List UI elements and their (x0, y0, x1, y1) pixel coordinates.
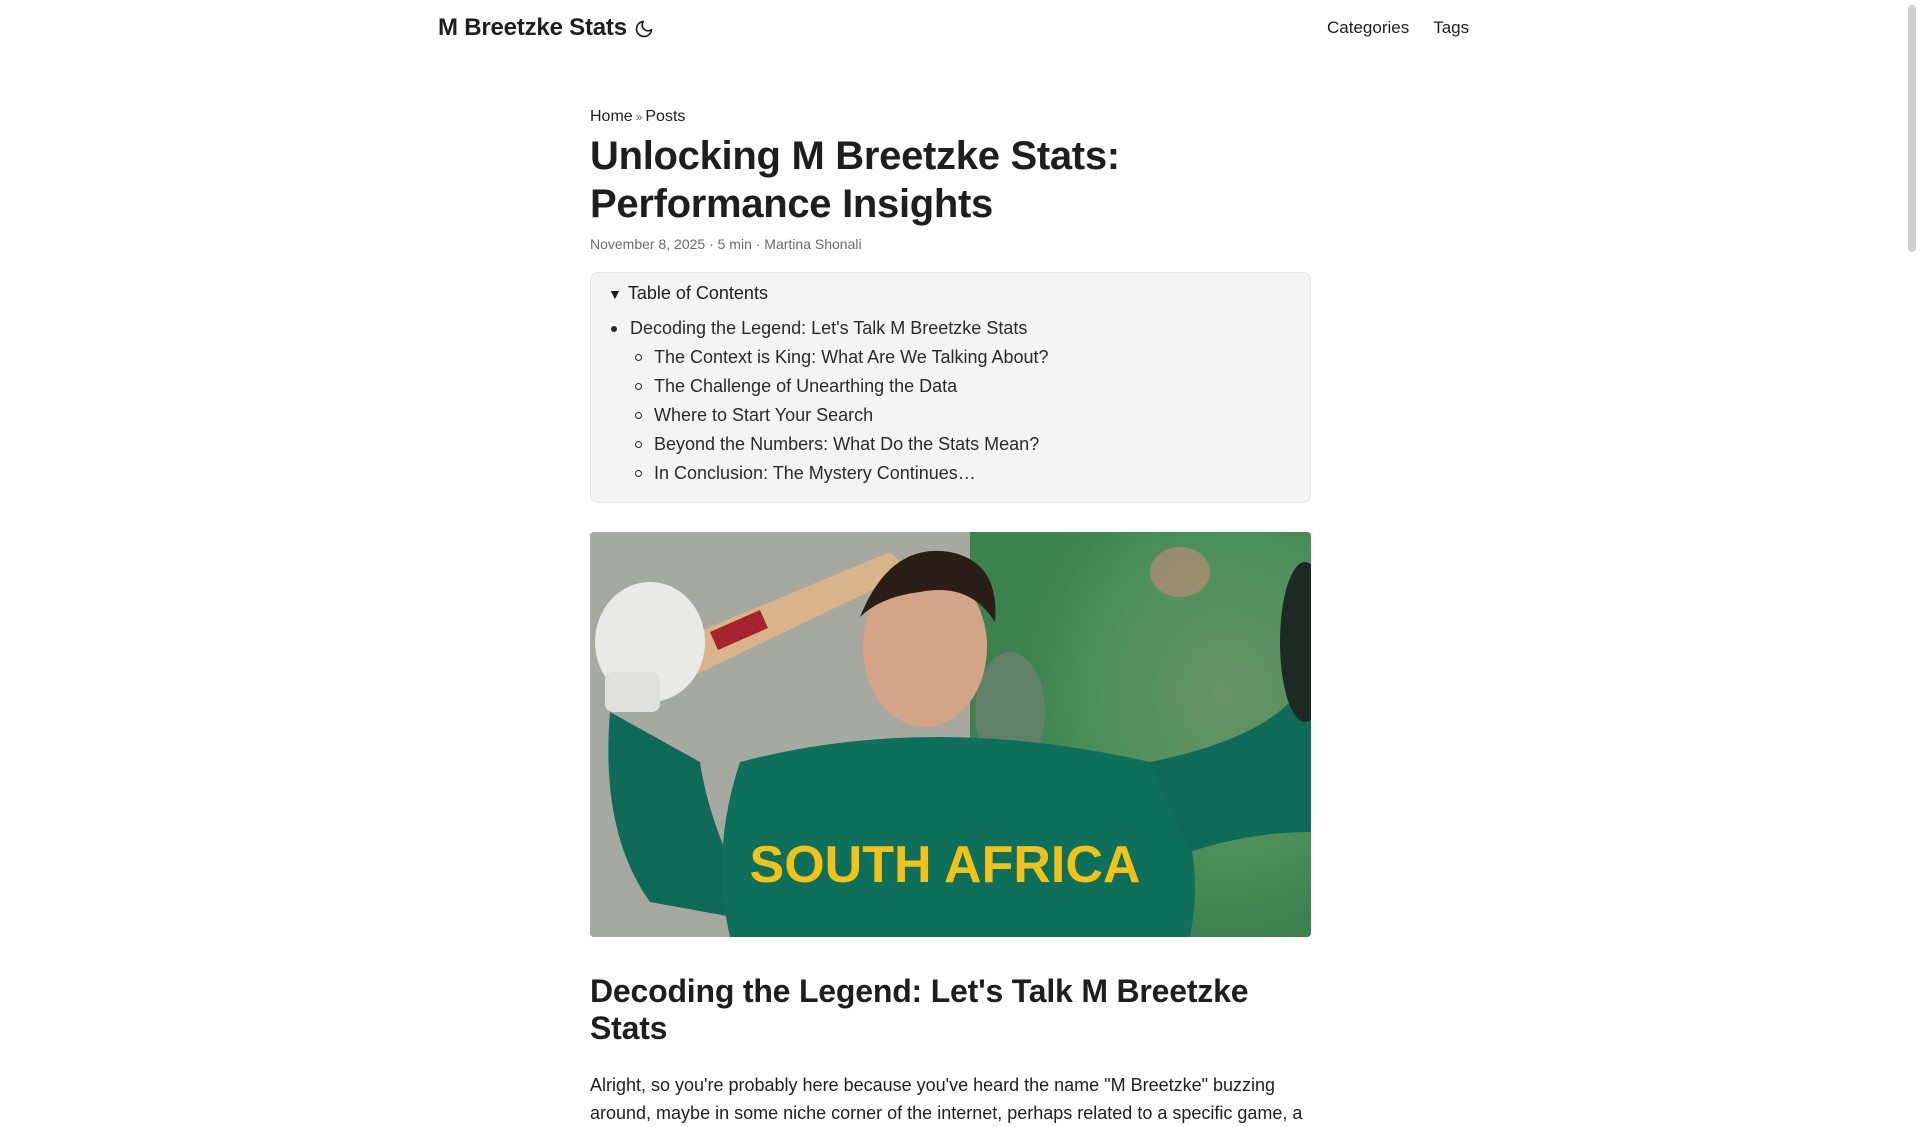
breadcrumb-home[interactable]: Home (590, 108, 633, 125)
circle-bullet-icon (635, 470, 642, 477)
toc-title: Table of Contents (627, 283, 768, 303)
toc-item (608, 314, 1293, 343)
main-nav (1327, 18, 1469, 38)
svg-text:SOUTH AFRICA: SOUTH AFRICA (749, 836, 1141, 894)
page-scrollbar[interactable] (1905, 0, 1920, 1080)
hero-image (590, 532, 1311, 937)
toc-link[interactable]: Beyond the Numbers: What Do the Stats Mean? (654, 434, 1040, 454)
post-title: Unlocking M Breetzke Stats: Performance Insights (590, 134, 1120, 226)
site-header (0, 0, 1905, 60)
toc-link[interactable]: The Context is King: What Are We Talking About? (654, 347, 1049, 367)
nav-categories[interactable]: Categories (1327, 18, 1410, 37)
post-content (590, 108, 1311, 1127)
site-logo-link[interactable]: M Breetzke Stats (438, 14, 627, 41)
nav-tags[interactable]: Tags (1433, 18, 1470, 37)
toc-link[interactable]: Where to Start Your Search (654, 405, 874, 425)
circle-bullet-icon (635, 354, 642, 361)
breadcrumb-separator: » (635, 110, 643, 124)
toc-toggle[interactable] (608, 283, 1293, 304)
cricketer-photo (590, 532, 1311, 937)
bullet-icon (611, 326, 617, 332)
circle-bullet-icon (635, 412, 642, 419)
breadcrumb (590, 108, 1311, 126)
circle-bullet-icon (635, 441, 642, 448)
toc-link[interactable]: The Challenge of Unearthing the Data (654, 376, 958, 396)
toc-link[interactable]: In Conclusion: The Mystery Continues… (654, 463, 976, 483)
theme-toggle-button[interactable] (634, 19, 654, 39)
section-heading: Decoding the Legend: Let's Talk M Breetzke Stats (590, 973, 1249, 1046)
toc-subitem (608, 459, 1293, 488)
toc-subitem (608, 401, 1293, 430)
toc-subitem (608, 343, 1293, 372)
toc-list (608, 314, 1293, 488)
moon-icon (634, 19, 654, 39)
article-paragraph: Alright, so you're probably here because you've heard the name "M Breetzke" buzzing around, maybe in some niche corner of the internet, perhaps related to a specific game, a (590, 1075, 1303, 1123)
scrollbar-thumb[interactable] (1908, 5, 1916, 252)
toc-subitem (608, 430, 1293, 459)
triangle-down-icon: ▼ (608, 285, 622, 302)
circle-bullet-icon (635, 383, 642, 390)
table-of-contents (590, 272, 1311, 503)
toc-subitem (608, 372, 1293, 401)
toc-link[interactable]: Decoding the Legend: Let's Talk M Breetzke Stats (630, 318, 1028, 338)
breadcrumb-posts[interactable]: Posts (645, 108, 686, 125)
post-meta: November 8, 2025 · 5 min · Martina Shonali (590, 236, 862, 252)
